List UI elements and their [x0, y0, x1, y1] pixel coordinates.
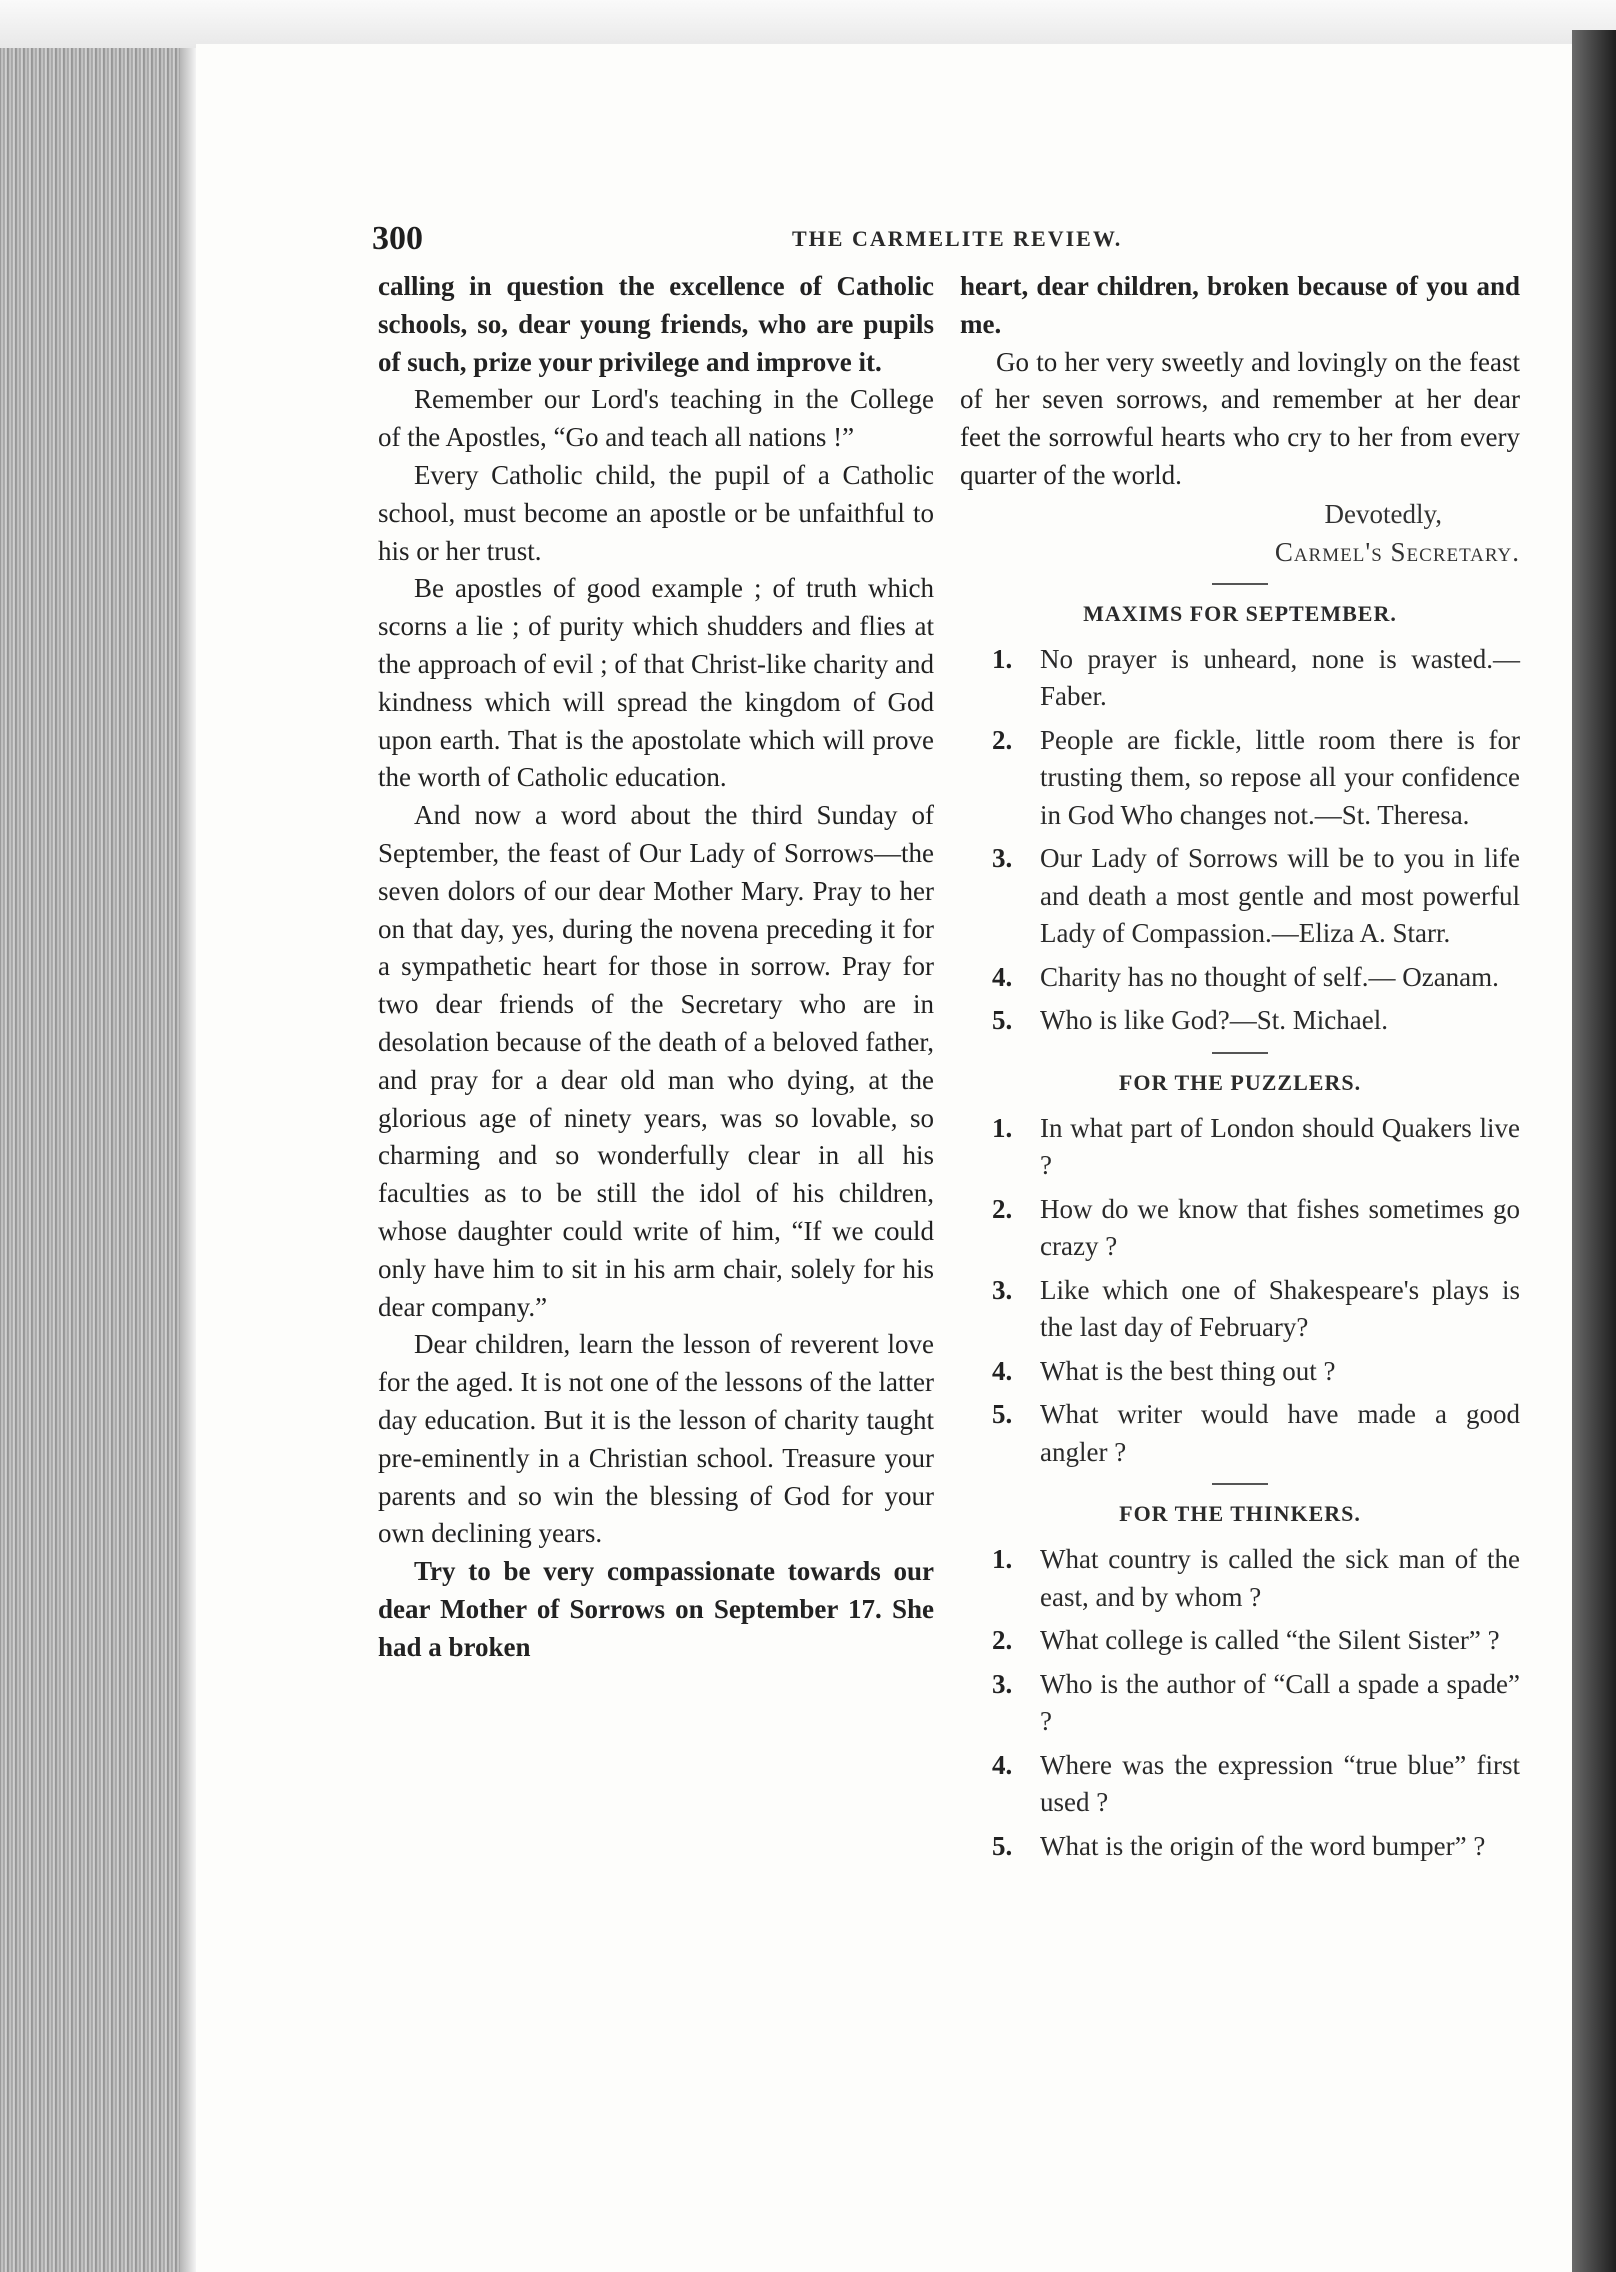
page-number: 300 [372, 220, 423, 257]
item-number: 2. [992, 1193, 1013, 1224]
list-item [960, 1541, 1520, 1616]
list-item [960, 1110, 1520, 1185]
book-spine-shadow [1572, 30, 1616, 2272]
list-item [960, 1191, 1520, 1266]
item-number: 1. [992, 1544, 1013, 1575]
item-text: What is the origin of the word bumper” ? [1040, 1830, 1486, 1861]
paragraph: Go to her very sweetly and lovingly on the feast of her seven sorrows, and remember at her dear feet the sorrowful hearts who cry to her from every quarter of the world. [960, 346, 1520, 490]
scan-top-margin [0, 0, 1616, 48]
list-item [960, 1747, 1520, 1822]
signature: Carmel's Secretary. [1274, 536, 1520, 567]
item-number: 3. [992, 1668, 1013, 1699]
list-item [960, 959, 1520, 997]
item-number: 4. [992, 1749, 1013, 1780]
paragraph: Dear children, learn the lesson of reverent love for the aged. It is not one of the lessons of the latter day education. But it is the lesson of charity taught pre-eminently in a Christian school. Treasure your parents and so win the blessing of God for your own declining years. [378, 1329, 934, 1549]
paragraph: Remember our Lord's teaching in the College of the Apostles, “Go and teach all nations !” [378, 384, 934, 453]
item-text: What country is called the sick man of the east, and by whom ? [1040, 1544, 1520, 1612]
list-item [960, 641, 1520, 716]
paragraph: Try to be very compassionate towards our dear Mother of Sorrows on September 17. She had a broken [378, 1556, 934, 1662]
item-text: People are fickle, little room there is for trusting them, so repose all your confidence in God Who changes not.—St. Theresa. [1040, 724, 1520, 830]
item-number: 4. [992, 961, 1013, 992]
item-text: Like which one of Shakespeare's plays is the last day of February? [1040, 1274, 1520, 1343]
item-number: 5. [992, 1830, 1013, 1861]
list-item [960, 722, 1520, 835]
maxims-list [960, 641, 1520, 1040]
item-text: No prayer is unheard, none is wasted.—Faber. [1040, 643, 1520, 712]
book-page-edges [0, 48, 196, 2272]
list-item [960, 1396, 1520, 1471]
list-item [960, 1622, 1520, 1660]
item-text: Our Lady of Sorrows will be to you in life and death a most gentle and most powerful Lady of Compassion.—Eliza A. Starr. [1040, 843, 1520, 949]
item-number: 1. [992, 643, 1013, 674]
item-number: 5. [992, 1005, 1013, 1036]
section-divider [1212, 1483, 1268, 1485]
section-divider [1212, 583, 1268, 585]
list-item [960, 1002, 1520, 1040]
list-item [960, 840, 1520, 953]
item-number: 3. [992, 1274, 1013, 1305]
section-divider [1212, 1052, 1268, 1054]
section-title-puzzlers: FOR THE PUZZLERS. [1118, 1069, 1362, 1095]
item-number: 2. [992, 724, 1013, 755]
list-item [960, 1272, 1520, 1347]
left-column [378, 268, 934, 1666]
item-number: 4. [992, 1355, 1013, 1386]
item-text: Where was the expression “true blue” first used ? [1040, 1749, 1520, 1818]
paragraph: And now a word about the third Sunday of September, the feast of Our Lady of Sorrows—the seven dolors of our dear Mother Mary. Pray to her on that day, yes, during the novena preceding it for a sympathetic heart for those in sorrow. Pray for two dear friends of the Secretary who are in desolation because of the death of a beloved father, and pray for a dear old man who dying, at the glorious age of ninety years, was so lovable, so charming and so wonderfully clear in all his faculties as to be still the idol of his children, whose daughter could write of him, “If we could only have him to sit in his arm chair, solely for his dear company.” [378, 800, 934, 1322]
thinkers-list [960, 1541, 1520, 1865]
page-header [372, 220, 1512, 260]
item-text: What is the best thing out ? [1040, 1355, 1336, 1386]
right-column [960, 268, 1520, 1871]
list-item [960, 1666, 1520, 1741]
item-number: 5. [992, 1399, 1013, 1430]
item-number: 1. [992, 1112, 1013, 1143]
item-text: In what part of London should Quakers live ? [1040, 1112, 1520, 1181]
paragraph: heart, dear children, broken because of you and me. [960, 271, 1520, 339]
item-text: Who is the author of “Call a spade a spade” ? [1040, 1668, 1520, 1737]
list-item [960, 1828, 1520, 1866]
closing-line: Devotedly, [1324, 498, 1442, 529]
item-text: What writer would have made a good angler ? [1040, 1399, 1520, 1467]
paragraph: Be apostles of good example ; of truth which scorns a lie ; of purity which shudders and flies at the approach of evil ; of that Christ-like charity and kindness which will spread the kingdom of God upon earth. That is the apostolate which will prove the worth of Catholic education. [378, 573, 934, 793]
item-number: 2. [992, 1625, 1013, 1656]
paragraph: Every Catholic child, the pupil of a Catholic school, must become an apostle or be unfaithful to his or her trust. [378, 459, 934, 566]
section-title-thinkers: FOR THE THINKERS. [1119, 1501, 1361, 1527]
section-title-maxims: MAXIMS FOR SEPTEMBER. [1083, 600, 1397, 626]
item-text: What college is called “the Silent Sister” ? [1040, 1625, 1500, 1656]
item-text: Who is like God?—St. Michael. [1040, 1005, 1388, 1036]
item-text: How do we know that fishes sometimes go crazy ? [1040, 1193, 1520, 1262]
item-number: 3. [992, 843, 1013, 874]
puzzlers-list [960, 1110, 1520, 1472]
paragraph: calling in question the excellence of Catholic schools, so, dear young friends, who are pupils of such, prize your privilege and improve it. [378, 271, 934, 377]
running-title: THE CARMELITE REVIEW. [792, 226, 1123, 251]
list-item [960, 1353, 1520, 1391]
item-text: Charity has no thought of self.— Ozanam. [1040, 961, 1499, 992]
